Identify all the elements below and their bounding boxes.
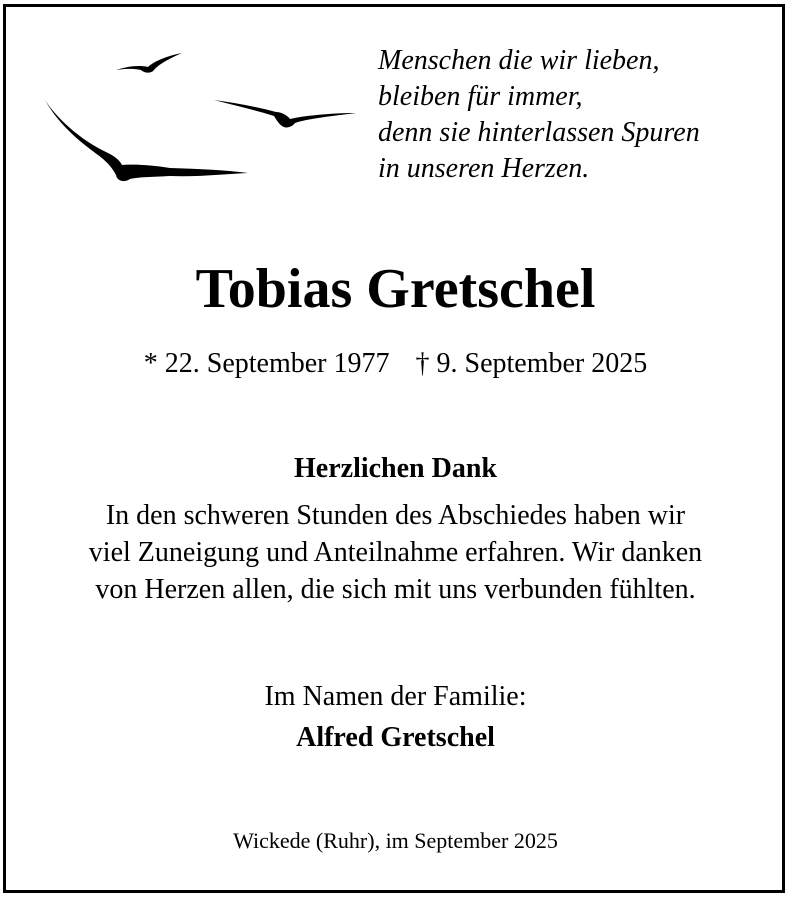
deceased-name: Tobias Gretschel xyxy=(195,258,596,320)
birds-illustration xyxy=(40,45,365,185)
bird-icon-medium xyxy=(214,100,356,127)
poem-line: Menschen die wir lieben, xyxy=(378,45,660,76)
poem-line: in unseren Herzen. xyxy=(378,153,590,184)
bird-icon-small xyxy=(116,53,182,73)
poem-line: bleiben für immer, xyxy=(378,81,583,112)
memorial-poem xyxy=(378,43,700,187)
birth-date: * 22. September 1977 xyxy=(143,348,390,379)
bird-icon-large xyxy=(45,100,248,181)
death-date: † 9. September 2025 xyxy=(415,348,648,379)
family-label: Im Namen der Familie: xyxy=(264,681,527,712)
thanks-line: In den schweren Stunden des Abschiedes haben wir xyxy=(105,500,686,531)
thanks-line: von Herzen allen, die sich mit uns verbunden fühlten. xyxy=(95,574,696,605)
life-dates xyxy=(0,346,791,382)
thanks-heading: Herzlichen Dank xyxy=(294,453,497,484)
family-signature-name: Alfred Gretschel xyxy=(296,722,495,753)
place-and-date: Wickede (Ruhr), im September 2025 xyxy=(233,828,558,853)
thanks-line: viel Zuneigung und Anteilnahme erfahren. Wir danken xyxy=(88,537,703,568)
thanks-message xyxy=(0,497,791,608)
poem-line: denn sie hinterlassen Spuren xyxy=(378,117,700,148)
